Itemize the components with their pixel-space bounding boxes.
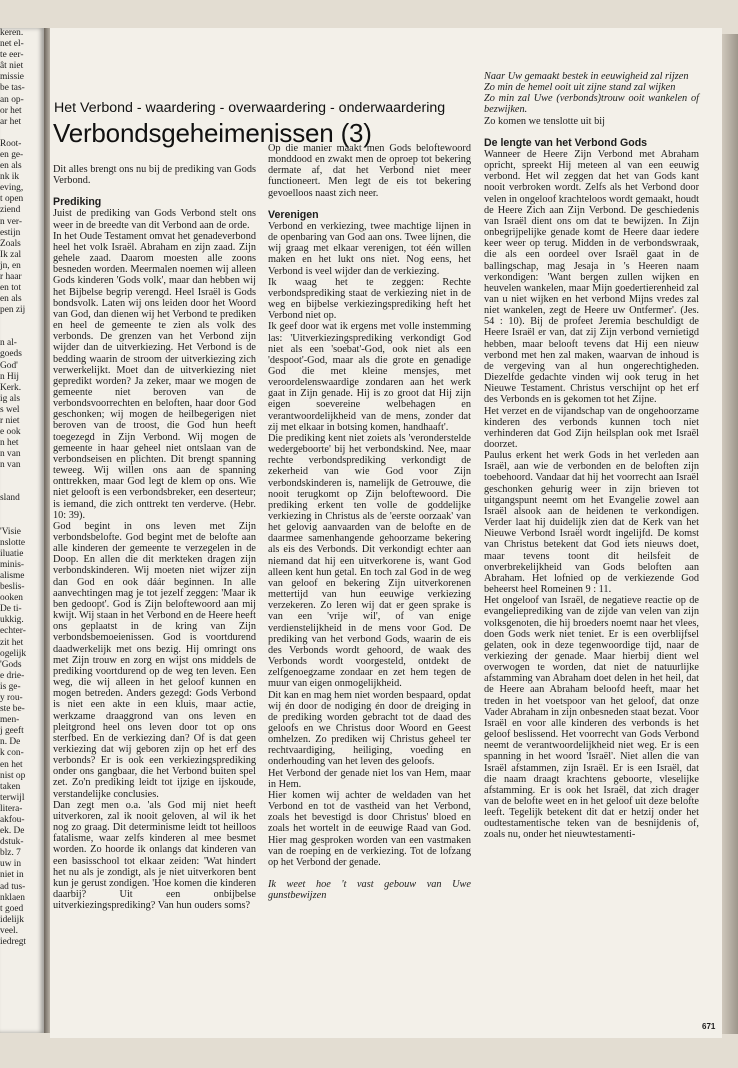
strip-line: idelijk [0,914,24,925]
strip-line: ukkig. [0,615,24,626]
strip-line: echter- [0,626,26,637]
paragraph: Die prediking kent niet zoiets als 'veronderstelde wedergeboorte' bij het verbondskind. Nee, maar rechte verbondsprediking verkondigt de zekerheid van wie God voor Zijn verbondskinderen is, namelijk de Getrouwe, die nooit terugkomt op Zijn beloftewoord. Die prediking erkent ten volle de goddelijke verkiezing in Christus als de 'eerste oorzaak' van het gelovig aanvaarden van de belofte en de daarmee samenhangende gehoorzame bekering als eis des Verbonds. Dit verkondigt echter aan niemand dat hij een uitverkorene is, want God alleen kent hun getal. En toch zal God in de weg van geloof en bekering Zijn uitverkorenen mettertijd van hun eeuwige verkiezing verzekeren. Zo leren wij dat er geen sprake is van een 'vrije wil', of van enige verdienstelijkheid in de mens voor God. De prediking van het verbond Gods, waarin de eis des Verbonds wordt gehoord, de waak des Verbonds wordt voorgesteld, ontdekt de zelfgenoegzame zondaar en zet hem tegen de muur van eigen onmogelijkheid. [268,432,471,690]
paragraph: Dit alles brengt ons nu bij de prediking van Gods Verbond. [53,164,256,187]
strip-line: missie [0,72,24,83]
column-3 [484,71,699,841]
strip-line: estijn [0,227,21,238]
strip-line: t open [0,194,24,205]
strip-line: ogelijk [0,648,27,659]
quoted-verse: Naar Uw gemaakt bestek in eeuwigheid zal rijzen [484,71,689,82]
paragraph: Zo komen we tenslotte uit bij [484,115,605,127]
strip-line: an op- [0,94,24,105]
page-number: 671 [702,1022,716,1031]
page-stack-edge [722,34,738,1034]
strip-line: zit het [0,637,24,648]
paragraph: In het Oude Testament omvat het genadeverbond heel het volk Israël. Abraham en zijn zaad. Zijn gehele zaad. Daarom moesten alle zoons besneden worden. Meermalen noemen wij alleen Gods kinderen 'Gods volk', maar dan hebben wij het Bijbelse begrip verengd. Heel Israël is Gods bondsvolk. Laten wij ons leiden door het Woord van God, dan dienen wij het Verbond te prediken en heel de gemeente te zien als volk des verbonds. De grenzen van het Verbond zijn wijder dan de uitverkiezing. Het Verbond is de bedding waarin de stroom der uitverkiezing zich verwerkelijkt. Moet dan de uitverkiezing niet gepredikt worden? Ja zeker, maar we mogen de gemeente niet beroven van de verbondsvoorrechten en beloften, haar door God geschonken; wij mogen de heilbegerigen niet beroven van de troost, die God hun heeft toegezegd in Zijn Verbond. Wij mogen de gemeente in haar geheel niet ontslaan van de verbondseisen en plichten. Dit brengt spanning teweeg. Wij willen ons aan de spanning onttrekken, maar God legt de klem op ons. Wie niet gelooft is een verbondsbreker, een deserteur; is iemand, die zich onttrekt ten verderve. (Hebr. 10: 39). [53,230,256,521]
strip-line: ste be- [0,704,25,715]
strip-line: ek. De [0,826,25,837]
paragraph: Ik waag het te zeggen: Rechte verbondsprediking staat de verkiezing niet in de weg en bijbelse verkiezingsprediking heft het Verbond niet op. [268,276,471,322]
paragraph: Het Verbond der genade niet los van Hem, maar in Hem. [268,767,471,790]
paragraph: Verbond en verkiezing, twee machtige lijnen in de openbaring van God aan ons. Twee lijnen, die wij graag met elkaar verenigen, tot één willen maken en het lukt ons niet. Nog eens, het Verbond is veel wijder dan de verkiezing. [268,220,471,277]
paragraph: God begint in ons leven met Zijn verbondsbelofte. God begint met de belofte aan alle kinderen der gemeente te verzegelen in de Doop. En allen die dit merkteken dragen zijn verbondskinderen. Wij moeten niet wijzer zijn dan God en ook dáár beginnen. In alle aanvechtingen mag je tot jezelf zeggen: 'Maar ik ben gedoopt'. God is Zijn beloftewoord aan mij kwijt. Wij staan in het Verbond en de Heere heeft ons geplaatst in de kring van Zijn verbondsbemoeienissen. God is voortdurend daadwerkelijk met ons bezig. Hij omringt ons met Zijn trouw en zorg en wijst ons middels de prediking voortdurend op de weg ten leven. Een weg, die wij alleen in het geloof kunnen en mogen betreden. Anders gezegd: Gods Verbond is niet een akte in een kluis, maar actie, werkzame draaggrond van ons leven en pleitgrond heel ons leven door tot op ons sterfbed. En de verkiezing dan? Of is dat geen verkiezing dat wij geboren zijn op het erf des verbonds? Er is ook een verkiezingsprediking onder ons gangbaar, die het Verbond buiten spel zet. Zo'n prediking leidt tot ijzige en ijskoude, verstandelijke conclusies. [53,520,256,800]
strip-line: or het [0,105,22,116]
paragraph: Wanneer de Heere Zijn Verbond met Abraham opricht, spreekt Hij meteen al van een eeuwig verbond. Het wil zeggen dat het van Gods kant nooit verbroken wordt. Zelfs als het Verbond door velen in ongeloof krachteloos wordt gemaakt, houdt de Heere Zich aan Zijn Verbond. De geschiedenis van Israël dient ons om dat te bewijzen. In Zijn onbegrijpelijke genade komt de Heere daar iedere keer weer op terug. Midden in de verbondswraak, die als een oordeel over Israël gaat in de ballingschap, mag Jesaja in 's Heeren naam verkondigen: 'Want bergen zullen wijken en heuvelen wankelen, maar Mijn goedertierenheid zal van u niet wijken en het verbond Mijns vredes zal niet wankelen, zegt de Heere uw Ontfermer'. (Jes. 54 : 10). Bij de profeet Jeremia beschuldigt de Heere Israël er van, dat zij Zijn verbond vernietigd hebben, maar belooft tevens dat Hij een nieuw verbond met hen zal maken, waarvan de inhoud is de vergeving van al hun ongerechtigheden. Diezelfde gedachte vinden wij ook terug in het Nieuwe Testament. Christus verschijnt op het erf des Verbonds en is gekomen tot het Zijne. [484,148,699,406]
strip-line: iluatie [0,548,24,559]
strip-line: veel. [0,925,18,936]
adjacent-page-edge [0,28,44,1033]
strip-gap [0,482,44,493]
strip-line: beslis- [0,582,25,593]
strip-line: en het [0,759,23,770]
strip-line: niet in [0,870,24,881]
strip-line: Ik zal [0,249,22,260]
strip-line: 'Visie [0,526,21,537]
strip-line: jn, en [0,260,21,271]
strip-line: ad tus- [0,881,26,892]
article-kicker: Het Verbond - waardering - overwaardering - onderwaardering [54,100,446,116]
strip-line: te eer- [0,50,24,61]
strip-line: terwijl [0,792,25,803]
strip-line: n van [0,460,21,471]
paragraph: Paulus erkent het werk Gods in het verleden aan Israël, aan wie de verbonden en de beloften zijn toebehoord. Vandaar dat hij het voorrecht aan Israël geschonken gehurig weer in zijn brieven tot uitgangspunt neemt om het Evangelie zowel aan Israël alsook aan de heidenen te verkondigen. Verder laat hij duidelijk zien dat de Kerk van het Nieuwe Verbond Israël wordt ingelijfd. De komst van Christus betekent dat God iets nieuws doet, maar tevens toont dit heilsfeit de onverbrekelijkheid van Gods beloften aan Abraham. Het lofnied op de verkiezende God beheerst heel Romeinen 9 : 11. [484,450,699,596]
strip-line: alisme [0,570,25,581]
paragraph: Juist de prediking van Gods Verbond stelt ons weer in de breedte van dit Verbond aan de orde. [53,208,256,231]
strip-line: net el- [0,39,24,50]
strip-gap [0,471,44,482]
strip-line: n Hij [0,371,20,382]
strip-line: be tas- [0,83,25,94]
paragraph: Op die manier maakt men Gods beloftewoord monddood en zwakt men de oproep tot bekering dermate af, dat het Verbond niet meer functioneert. Men legt de eis tot bekering gevoelloos naast zich neer. [268,143,471,199]
quoted-verse: Zo min de hemel ooit uit zijne stand zal wijken [484,82,676,94]
strip-line: nklaen [0,892,25,903]
strip-line: n van [0,449,21,460]
strip-gap [0,516,44,527]
quoted-verse: Ik weet hoe 't vast gebouw van Uwe gunstbewijzen [268,879,471,902]
strip-line: en als [0,161,22,172]
strip-line: litera- [0,803,23,814]
quoted-verse: Zo min zal Uwe (verbonds)trouw ooit wankelen of bezwijken. [484,93,699,116]
strip-line: 'Gods [0,659,22,670]
strip-line: ât niet [0,61,24,72]
section-heading: Verenigen [268,208,319,221]
strip-line: sland [0,493,20,504]
strip-gap [0,316,44,327]
strip-line: iedregt [0,937,27,948]
strip-line: e ook [0,427,21,438]
strip-line: blz. 7 [0,848,21,859]
strip-line: goeds [0,349,22,360]
strip-line: n. De [0,737,21,748]
strip-line: en als [0,294,22,305]
strip-line: Root- [0,138,22,149]
section-heading: De lengte van het Verbond Gods [484,136,648,149]
strip-line: pen zij [0,305,26,316]
strip-line: De ti- [0,604,22,615]
paragraph: Het ongeloof van Israël, de negatieve reactie op de evangelieprediking van de zijde van velen van zijn volksgenoten, die hij broeders noemt naar het vlees, doen Gods werk niet teniet. Er is een overblijfsel gelaten, ook in deze tegenwoordige tijd, naar de verkiezing der genade. Maar hierbij dient wel overwogen te worden, dat niet de natuurlijke afstamming van Abraham doet delen in het heil, dat de Heere aan Abraham beloofd heeft, maar het treden in het voetspoor van het geloof, dat onze Vader Abraham in zijn onbesneden staat bezat. Voor Israël en voor alle kinderen des verbonds is het geloof beslissend. Het voorrecht van Gods Verbond neemt de verantwoordelijkheid niet weg. Er is een spanning in het woord 'Israël'. Niet allen die van Israël afstammen, zijn Israël. Er is een Israël, dat die naam draagt krachtens geboorte, vleselijke afstamming. Er is ook het Israël, dat zich drager van de belofte weet en in het geloof uit deze belofte leeft. Tegelijk betekent dit dat er hetzij onder het oudtestamentische teken van de besnijdenis of, zoals nu, onder het nieuwtestamenti- [484,595,699,841]
strip-line: akfou- [0,815,25,825]
spacer [268,868,471,879]
article-title: Verbondsgeheimenissen (3) [53,118,372,148]
strip-line: t goed [0,903,24,914]
paragraph: Dan zegt men o.a. 'als God mij niet heeft uitverkoren, zal ik nooit geloven, al wil ik het nog zo graag. Dit determinisme leidt tot heilloos fatalisme, waar zelfs kinderen al mee besmet worden. Zo hoorde ik onlangs dat kinderen van een basisschool tot elkaar zeiden: 'Wat hindert het nu als je zondigt, als je niet uitverkoren bent kun je gerust zondigen. 'Hoe komen die kinderen daarbij? Uit een onbijbelse uitverkiezingsprediking? Van hun ouders soms? [53,799,256,912]
strip-gap [0,128,44,139]
strip-line: ziend [0,205,21,216]
strip-line: j geeft [0,726,24,737]
magazine-page [50,28,722,1038]
strip-gap [0,327,44,338]
strip-line: Zoals [0,238,21,249]
strip-line: keren. [0,28,24,38]
column-1 [53,164,256,911]
strip-line: eving, [0,183,24,194]
strip-line: e drie- [0,670,25,681]
strip-line: ig als [0,393,21,404]
paragraph: Dit kan en mag hem niet worden bespaard, opdat wij én door de nodiging én door de dreiging in de prediking worden gebracht tot de daad des geloofs en we Christus door Woord en Geest omhelzen. Zo prediken wij Christus geheel ter rechtvaardiging, heiliging, voeding en onderhouding van het leven des geloofs. [268,689,471,768]
strip-line: taken [0,781,21,792]
paragraph: Ik geef door wat ik ergens met volle instemming las: 'Uitverkiezingsprediking verkondigt God niet als een 'soebat'-God, ook niet als een 'despoot'-God, maar als die grote en genadige God die met kleine mensjes, met veroordelenswaardige zondaren aan het werk gaat in Zijn genade. Hij is zo groot dat Hij zijn eigen soevereine welbehagen en verantwoordelijkheid van de mens, zonder dat zij met elkaar in botsing komen, handhaaft'. [268,321,471,433]
strip-line: men- [0,715,20,726]
strip-line: y rou- [0,692,23,703]
strip-line: n ver- [0,216,22,227]
strip-line: uw in [0,859,22,870]
strip-line: nk ik [0,172,20,183]
strip-line: Kerk. [0,382,22,393]
strip-line: r niet [0,416,20,426]
strip-line: God' [0,360,18,371]
section-heading: Prediking [53,196,102,209]
strip-line: dstuk- [0,837,24,848]
strip-line: r haar [0,271,22,282]
strip-line: en ge- [0,149,24,160]
strip-line: en tot [0,283,22,294]
strip-line: nslotte [0,537,25,548]
strip-line: n al- [0,338,17,349]
strip-line: ar het [0,116,22,127]
strip-line: is ge- [0,681,21,692]
strip-line: n het [0,438,19,449]
strip-line: k con- [0,748,24,759]
strip-gap [0,505,44,516]
paragraph: Het verzet en de vijandschap van de ongehoorzame kinderen des verbonds kunnen toch niet verhinderen dat God Zijn heilsplan ook met Israël doorzet. [484,405,699,450]
column-2 [268,143,471,901]
paragraph: Hier komen wij achter de weldaden van het Verbond en tot de vastheid van het Verbond, zoals het bevestigd is door Christus' bloed en zoals het wortelt in de eeuwige Raad van God. Hier mag gesproken worden van een vastmaken van de roeping en de verkiezing. Tot de lofzang op het Verbond der genade. [268,789,471,868]
strip-line: ooken [0,593,23,604]
strip-line: s wel [0,404,20,415]
strip-line: nist op [0,770,26,781]
strip-line: minis- [0,559,24,570]
